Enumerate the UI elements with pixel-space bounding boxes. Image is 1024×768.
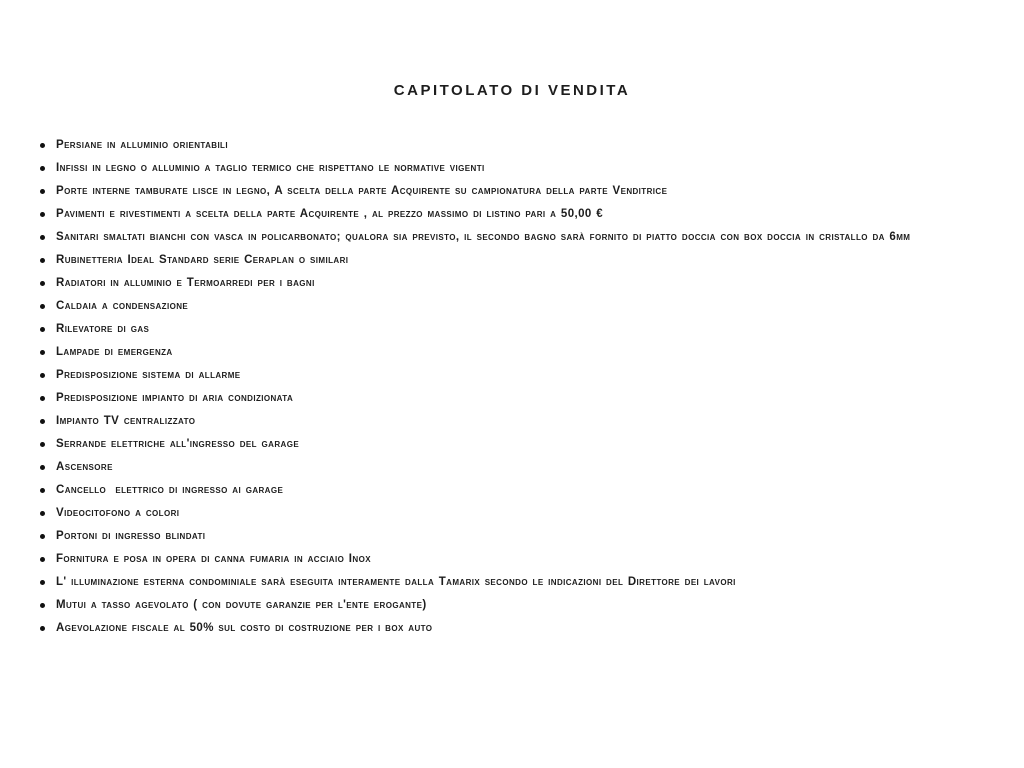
list-item [40, 183, 985, 200]
list-item [40, 206, 985, 223]
list-item [40, 597, 985, 614]
bullet-icon [40, 189, 45, 194]
bullet-icon [40, 580, 45, 585]
bullet-icon [40, 281, 45, 286]
list-item [40, 160, 985, 177]
bullet-icon [40, 258, 45, 263]
list-item-text: L' illuminazione esterna condominiale sarà eseguita interamente dalla Tamarix secondo le indicazioni del Direttore dei lavori [56, 576, 736, 588]
list-item-text: Predisposizione impianto di aria condizionata [56, 392, 294, 404]
bullet-icon [40, 534, 45, 539]
list-item [40, 620, 985, 637]
bullet-icon [40, 143, 45, 148]
list-item [40, 275, 985, 292]
list-item-text: Ascensore [56, 461, 113, 473]
list-item-text: Agevolazione fiscale al 50% sul costo di costruzione per i box auto [56, 622, 433, 634]
list-item [40, 505, 985, 522]
list-item-text: Porte interne tamburate lisce in legno, A scelta della parte Acquirente su campionatura della parte Venditrice [56, 185, 668, 197]
list-item [40, 137, 985, 154]
list-item-text: Infissi in legno o alluminio a taglio termico che rispettano le normative vigenti [56, 162, 485, 174]
bullet-icon [40, 166, 45, 171]
list-item-text: Impianto TV centralizzato [56, 415, 196, 427]
bullet-icon [40, 373, 45, 378]
list-item-text: Rubinetteria Ideal Standard serie Ceraplan o similari [56, 254, 349, 266]
list-item [40, 459, 985, 476]
list-item [40, 367, 985, 384]
page-title: CAPITOLATO DI VENDITA [393, 82, 631, 99]
list-item [40, 390, 985, 407]
bullet-icon [40, 396, 45, 401]
bullet-icon [40, 488, 45, 493]
list-item [40, 528, 985, 545]
bullet-icon [40, 212, 45, 217]
list-item-text: Rilevatore di gas [56, 323, 150, 335]
list-item-text: Cancello elettrico di ingresso ai garage [56, 484, 284, 496]
list-item-text: Radiatori in alluminio e Termoarredi per i bagni [56, 277, 315, 289]
list-item [40, 574, 985, 591]
spec-list [40, 137, 985, 637]
bullet-icon [40, 235, 45, 240]
list-item-text: Caldaia a condensazione [56, 300, 189, 312]
list-item-text: Fornitura e posa in opera di canna fumaria in acciaio Inox [56, 553, 371, 565]
bullet-icon [40, 350, 45, 355]
list-item-text: Persiane in alluminio orientabili [56, 139, 228, 151]
list-item-text: Predisposizione sistema di allarme [56, 369, 241, 381]
list-item [40, 413, 985, 430]
bullet-icon [40, 327, 45, 332]
list-item [40, 436, 985, 453]
bullet-icon [40, 465, 45, 470]
list-item [40, 298, 985, 315]
list-item-text: Sanitari smaltati bianchi con vasca in policarbonato; qualora sia previsto, il secondo bagno sarà fornito di piatto doccia con box doccia in cristallo da 6mm [56, 231, 911, 243]
bullet-icon [40, 442, 45, 447]
list-item-text: Videocitofono a colori [56, 507, 180, 519]
list-item [40, 321, 985, 338]
bullet-icon [40, 626, 45, 631]
bullet-icon [40, 603, 45, 608]
list-item [40, 229, 985, 246]
list-item [40, 551, 985, 568]
list-item-text: Portoni di ingresso blindati [56, 530, 206, 542]
bullet-icon [40, 557, 45, 562]
list-item [40, 482, 985, 499]
bullet-icon [40, 304, 45, 309]
list-item-text: Lampade di emergenza [56, 346, 173, 358]
list-item-text: Pavimenti e rivestimenti a scelta della parte Acquirente , al prezzo massimo di listino pari a 50,00 € [56, 208, 604, 220]
list-item-text: Mutui a tasso agevolato ( con dovute garanzie per l'ente erogante) [56, 599, 427, 611]
bullet-icon [40, 511, 45, 516]
list-item-text: Serrande elettriche all'ingresso del garage [56, 438, 300, 450]
list-item [40, 252, 985, 269]
bullet-icon [40, 419, 45, 424]
list-item [40, 344, 985, 361]
